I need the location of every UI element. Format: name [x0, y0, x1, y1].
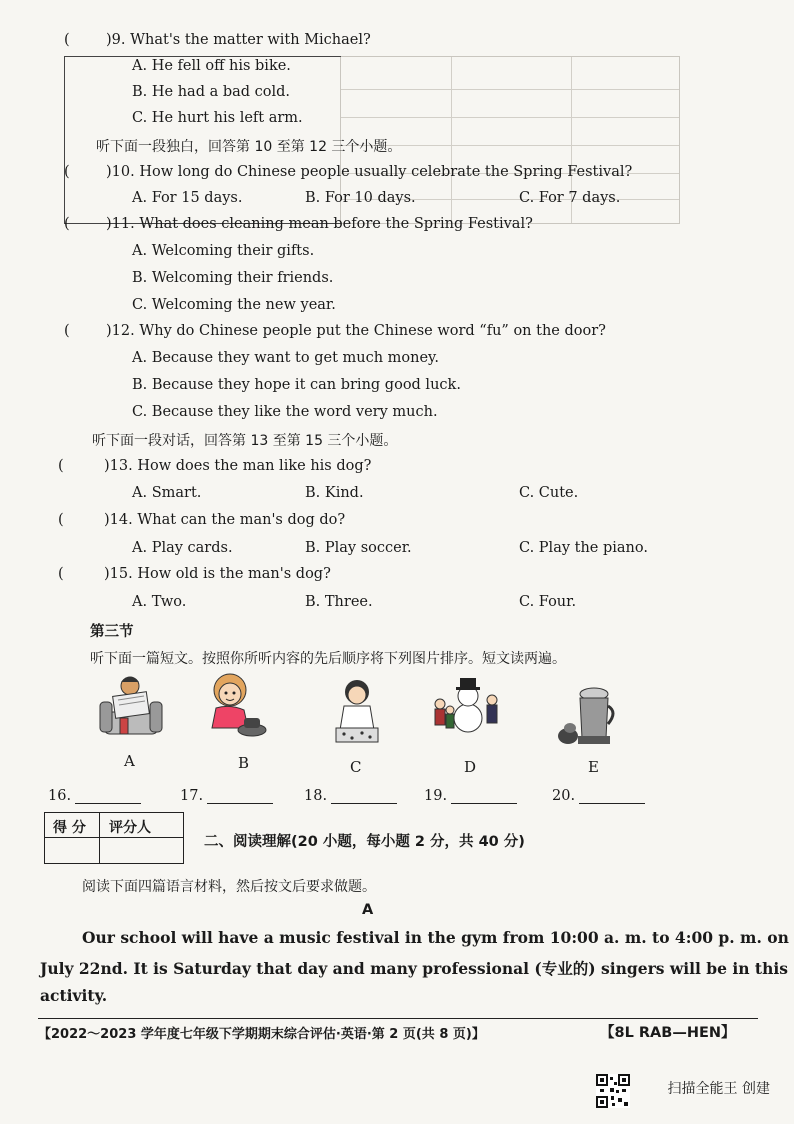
qr-code-icon — [596, 1074, 630, 1108]
answer-blank-17[interactable]: 17. — [180, 788, 273, 804]
answer-bracket[interactable]: ( — [58, 512, 64, 528]
option-14a: A. Play cards. — [132, 540, 233, 556]
option-15b: B. Three. — [305, 594, 373, 610]
question-12: )12. Why do Chinese people put the Chinese word “fu” on the door? — [106, 323, 606, 339]
answer-blank-16[interactable]: 16. — [48, 788, 141, 804]
question-11: )11. What does cleaning mean before the Spring Festival? — [106, 216, 533, 232]
section-heading: 第三节 — [90, 624, 134, 640]
option-11a: A. Welcoming their gifts. — [132, 243, 315, 259]
score-box — [44, 812, 184, 864]
question-9: )9. What's the matter with Michael? — [106, 32, 371, 48]
option-13b: B. Kind. — [305, 485, 364, 501]
question-13: )13. How does the man like his dog? — [104, 458, 372, 474]
answer-bracket[interactable]: ( — [64, 164, 70, 180]
reading-instruction: 阅读下面四篇语言材料，然后按文后要求做题。 — [82, 879, 376, 895]
answer-blank-18[interactable]: 18. — [304, 788, 397, 804]
question-14: )14. What can the man's dog do? — [104, 512, 346, 528]
option-11b: B. Welcoming their friends. — [132, 270, 334, 286]
option-11c: C. Welcoming the new year. — [132, 297, 336, 313]
picture-label-b: B — [238, 754, 250, 772]
option-10c: C. For 7 days. — [519, 190, 621, 206]
option-9a: A. He fell off his bike. — [132, 58, 291, 74]
answer-blank-19[interactable]: 19. — [424, 788, 517, 804]
passage-line-2: July 22nd. It is Saturday that day and many professional (专业的) singers will be in this — [40, 959, 788, 978]
option-15a: A. Two. — [132, 594, 187, 610]
page-footer — [38, 1018, 758, 1041]
answer-bracket[interactable]: ( — [58, 458, 64, 474]
instruction-10-12: 听下面一段独白，回答第 10 至第 12 三个小题。 — [96, 139, 402, 155]
part-two-heading: 二、阅读理解(20 小题，每小题 2 分，共 40 分) — [204, 834, 525, 850]
footer-code: 【8L RAB—HEN】 — [600, 1025, 736, 1041]
instruction-13-15: 听下面一段对话，回答第 13 至第 15 三个小题。 — [92, 433, 398, 449]
score-input[interactable] — [47, 840, 95, 860]
grader-input[interactable] — [103, 840, 179, 860]
option-10a: A. For 15 days. — [132, 190, 243, 206]
question-10: )10. How long do Chinese people usually celebrate the Spring Festival? — [106, 164, 633, 180]
option-9c: C. He hurt his left arm. — [132, 110, 303, 126]
score-label: 得 分 — [53, 820, 86, 836]
juicer-picture — [556, 680, 626, 750]
option-9b: B. He had a bad cold. — [132, 84, 291, 100]
option-12c: C. Because they like the word very much. — [132, 404, 438, 420]
answer-bracket[interactable]: ( — [58, 566, 64, 582]
answer-bracket[interactable]: ( — [64, 32, 70, 48]
passage-line-3: activity. — [40, 986, 108, 1005]
option-12a: A. Because they want to get much money. — [132, 350, 439, 366]
answer-bracket[interactable]: ( — [64, 323, 70, 339]
option-12b: B. Because they hope it can bring good luck. — [132, 377, 461, 393]
passage-line-1: Our school will have a music festival in the gym from 10:00 a. m. to 4:00 p. m. on — [82, 928, 789, 947]
option-10b: B. For 10 days. — [305, 190, 416, 206]
children-snowman-picture — [430, 670, 500, 740]
scanner-watermark: 扫描全能王 创建 — [667, 1081, 770, 1097]
answer-blank-20[interactable]: 20. — [552, 788, 645, 804]
question-15: )15. How old is the man's dog? — [104, 566, 331, 582]
option-14c: C. Play the piano. — [519, 540, 648, 556]
option-15c: C. Four. — [519, 594, 577, 610]
passage-letter: A — [362, 902, 374, 918]
picture-label-a: A — [124, 752, 135, 770]
footer-exam-info: 【2022～2023 学年度七年级下学期期末综合评估·英语·第 2 页(共 8 页)】 — [38, 1027, 485, 1042]
girl-cooking-picture — [322, 676, 392, 746]
option-13a: A. Smart. — [132, 485, 202, 501]
option-14b: B. Play soccer. — [305, 540, 412, 556]
grader-label: 评分人 — [109, 820, 151, 836]
option-13c: C. Cute. — [519, 485, 579, 501]
answer-bracket[interactable]: ( — [64, 216, 70, 232]
section-instruction: 听下面一篇短文。按照你所听内容的先后顺序将下列图片排序。短文读两遍。 — [90, 651, 566, 667]
picture-label-c: C — [350, 758, 362, 776]
man-reading-newspaper-picture — [96, 672, 166, 742]
girl-on-telephone-picture — [202, 670, 272, 740]
picture-label-d: D — [464, 758, 477, 776]
picture-label-e: E — [588, 758, 599, 776]
